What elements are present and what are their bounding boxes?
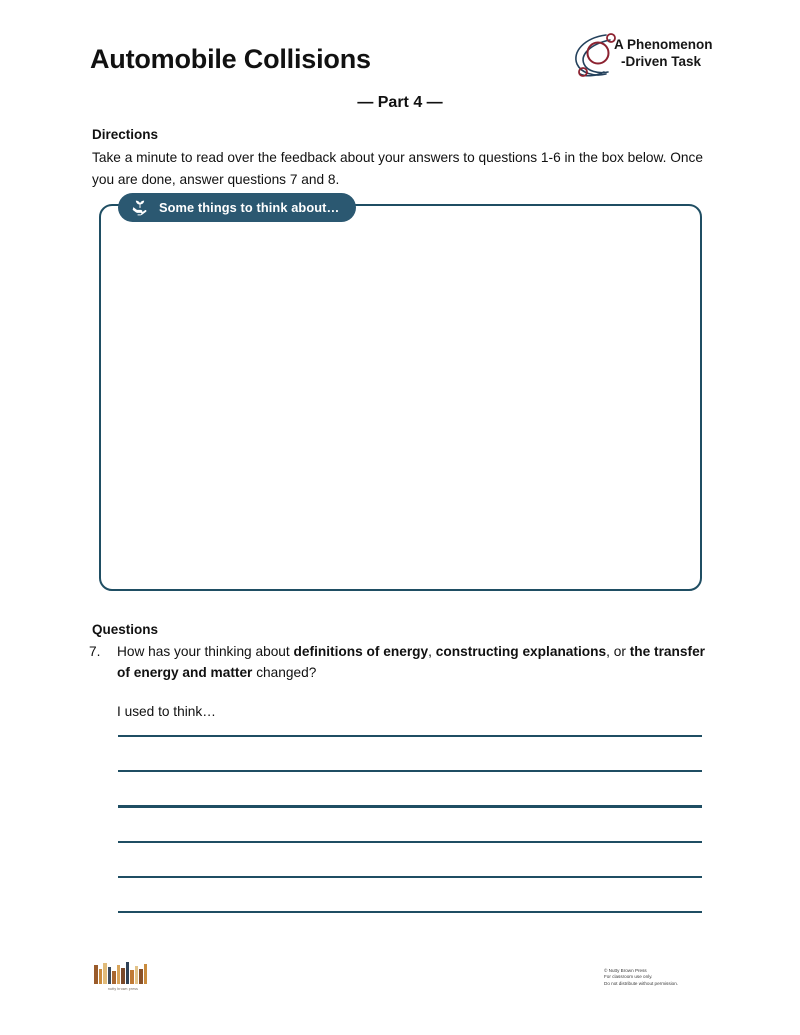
question-bold-3: the transfer of energy and matter (117, 644, 706, 680)
part-label: — Part 4 — (357, 94, 443, 111)
brand-line-1: A Phenomenon (614, 37, 713, 52)
questions-heading: Questions (92, 622, 159, 637)
question-bold-2: constructing explanations (435, 644, 607, 659)
think-about-tab (118, 193, 356, 222)
question-7 (89, 641, 714, 722)
footer-rights-line-1: © Nutty Brown Press (604, 968, 647, 973)
footer-rights (604, 968, 678, 987)
question-text (117, 641, 714, 683)
question-answer-prompt: I used to think… (117, 704, 216, 719)
brand-line-2: -Driven Task (621, 53, 702, 69)
think-about-box (99, 204, 702, 591)
question-bold-1: definitions of energy (293, 644, 429, 659)
books-row-icon (92, 960, 154, 986)
footer-rights-line-3: Do not distribute without permission. (604, 980, 679, 986)
think-about-tab-label: Some things to think about… (159, 200, 340, 215)
publisher-caption: nutty brown press (107, 987, 139, 991)
question-text-part-3: , or (606, 644, 630, 659)
answer-line[interactable] (118, 735, 702, 737)
directions-body: Take a minute to read over the feedback about your answers to questions 1-6 in the box below. Once you are done, answer questions 7 and 8. (92, 150, 703, 187)
question-text-part-4: changed? (252, 665, 317, 680)
directions-heading: Directions (92, 127, 159, 142)
brand-logo (564, 28, 716, 84)
answer-line[interactable] (118, 770, 702, 772)
sprout-in-hand-icon (130, 198, 150, 218)
page-title: Automobile Collisions (90, 44, 371, 74)
question-number: 7. (89, 644, 101, 659)
question-text-part-2: , (428, 644, 436, 659)
answer-line[interactable] (118, 911, 702, 913)
answer-line[interactable] (118, 841, 702, 843)
brand-text (614, 37, 713, 70)
footer-rights-line-2: For classroom use only. (604, 974, 653, 980)
answer-lines[interactable] (118, 735, 702, 946)
answer-line[interactable] (118, 876, 702, 878)
answer-line[interactable] (118, 805, 702, 807)
question-text-part-1: How has your thinking about (117, 644, 294, 659)
publisher-logo (92, 960, 154, 996)
